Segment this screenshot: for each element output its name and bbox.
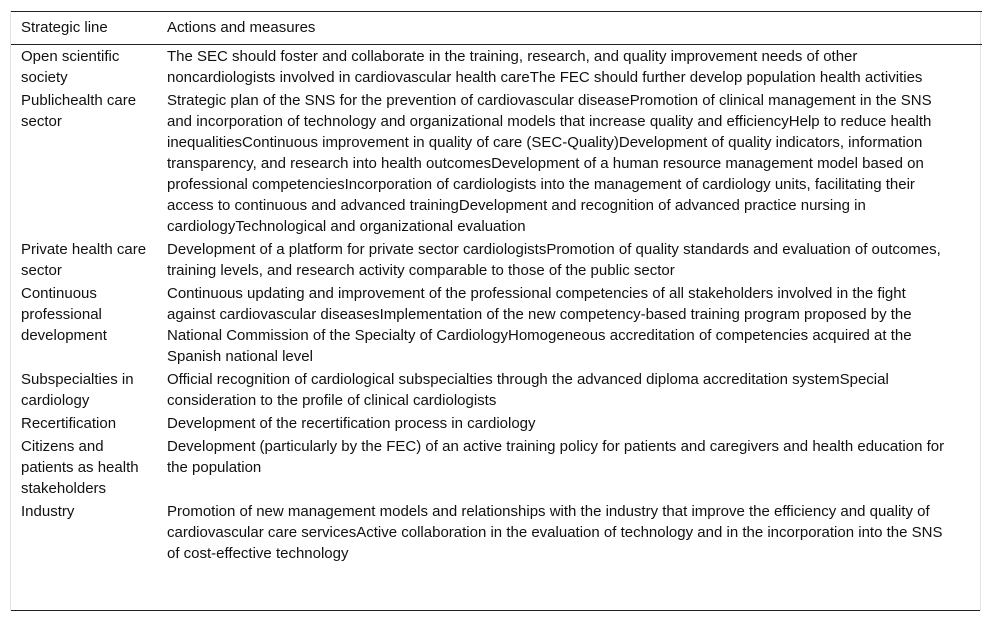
actions-cell: The SEC should foster and collaborate in the training, research, and quality improvement needs of other noncardiologists involved in cardiovascular health careThe FEC should further develop population health activities: [167, 48, 923, 86]
actions-cell: Promotion of new management models and relationships with the industry that improve the efficiency and quality of cardiovascular care servicesActive collaboration in the evaluation of technology and in the incorporation into the SNS of cost-effective technology: [167, 503, 943, 562]
strategic-lines-table-container: [10, 11, 981, 611]
strategic-line-cell: Open scientific society: [21, 48, 120, 86]
strategic-line-cell: Subspecialties in cardiology: [21, 371, 134, 409]
table-row: [11, 435, 982, 500]
strategic-line-cell: Publichealth care sector: [21, 92, 137, 130]
table-row: [11, 368, 982, 412]
table-body: [11, 45, 982, 570]
table-header: [11, 12, 982, 45]
actions-cell: Development of a platform for private sector cardiologistsPromotion of quality standards and evaluation of outcomes, training levels, and research activity comparable to those of the public sector: [167, 241, 941, 279]
table-bottom-rule: [11, 610, 980, 611]
actions-cell: Strategic plan of the SNS for the prevention of cardiovascular diseasePromotion of clinical management in the SNS and incorporation of technology and organizational models that increase quality and efficiencyHelp to reduce health inequalitiesContinuous improvement in quality of care (SEC-Quality)Development of quality indicators, information transparency, and research into health outcomesDevelopment of a human resource management model based on professional competenciesIncorporation of cardiologists into the management of cardiology units, facilitating their access to continuous and advanced trainingDevelopment and recognition of advanced practice nursing in cardiologyTechnological and organizational evaluation: [167, 92, 932, 235]
actions-cell: Development of the recertification process in cardiology: [167, 415, 536, 432]
header-strategic-line: Strategic line: [21, 19, 108, 36]
table-row: [11, 45, 982, 90]
table-row: [11, 238, 982, 282]
strategic-line-cell: Recertification: [21, 415, 117, 432]
table-row: [11, 500, 982, 569]
table-row: [11, 282, 982, 368]
actions-cell: Development (particularly by the FEC) of an active training policy for patients and caregivers and health education for the population: [167, 438, 945, 476]
table-row: [11, 89, 982, 238]
header-actions-and-measures: Actions and measures: [167, 19, 316, 36]
strategic-lines-table: [11, 11, 982, 569]
header-row: [11, 12, 982, 45]
strategic-line-cell: Industry: [21, 503, 75, 520]
strategic-line-cell: Continuous professional development: [21, 285, 107, 344]
actions-cell: Official recognition of cardiological subspecialties through the advanced diploma accreditation systemSpecial consideration to the profile of clinical cardiologists: [167, 371, 889, 409]
strategic-line-cell: Private health care sector: [21, 241, 147, 279]
strategic-line-cell: Citizens and patients as health stakeholders: [21, 438, 139, 497]
table-row: [11, 412, 982, 435]
actions-cell: Continuous updating and improvement of the professional competencies of all stakeholders involved in the fight against cardiovascular diseasesImplementation of the new competency-based training program proposed by the National Commission of the Specialty of CardiologyHomogeneous accreditation of competencies acquired at the Spanish national level: [167, 285, 912, 365]
